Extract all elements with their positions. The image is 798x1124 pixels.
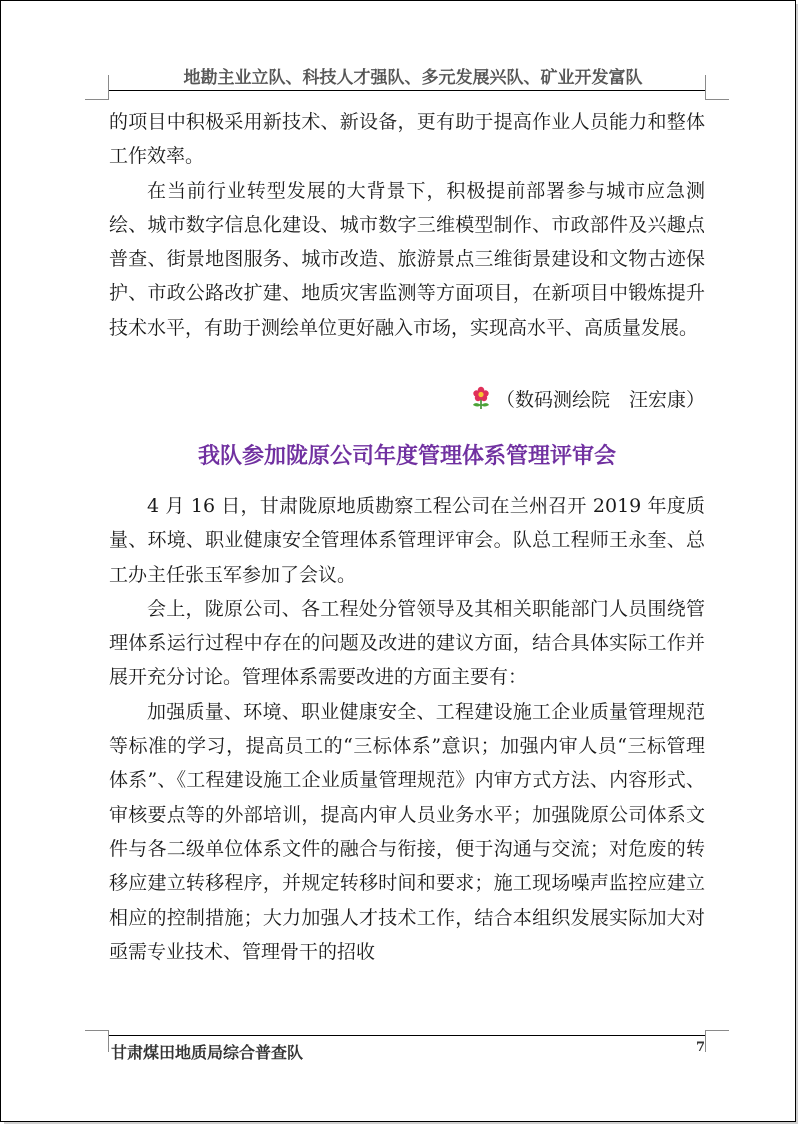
article1-body [109,105,705,345]
paragraph: 会上，陇原公司、各工程处分管领导及其相关职能部门人员围绕管理体系运行过程中存在的问题及改进的建议方面，结合具体实际工作并展开充分讨论。管理体系需要改进的方面主要有： [109,597,705,689]
crop-mark [705,1030,706,1052]
paragraph: 在当前行业转型发展的大背景下，积极提前部署参与城市应急测绘、城市数字信息化建设、城市数字三维模型制作、市政部件及兴趣点普查、街景地图服务、城市改造、旅游景点三维街景建设和文物古迹保护、市政公路改扩建、地质灾害监测等方面项目，在新项目中锻炼提升技术水平，有助于测绘单位更好融入市场，实现高水平、高质量发展。 [109,179,705,339]
byline-text: （数码测绘院 汪宏康） [495,388,705,411]
page-number: 7 [695,1040,705,1055]
running-header: 地勘主业立队、科技人才强队、多元发展兴队、矿业开发富队 [183,68,643,88]
paragraph: 加强质量、环境、职业健康安全、工程建设施工企业质量管理规范等标准的学习，提高员工的“三标体系”意识；加强内审人员“三标管理体系”、《工程建设施工企业质量管理规范》内审方式方法、内容形式、审核要点等的外部培训，提高内审人员业务水平；加强陇原公司体系文件与各二级单位体系文件的融合与衔接，便于沟通与交流；对危废的转移应建立转移程序，并规定转移时间和要求；施工现场噪声监控应建立相应的控制措施；大力加强人才技术工作，结合本组织发展实际加大对亟需专业技术、管理骨干的招收 [109,700,705,963]
crop-mark [108,1030,109,1052]
crop-mark [705,99,729,100]
crop-mark [705,1030,729,1031]
footer-rule [109,1035,705,1036]
paragraph: 4 月 16 日，甘肃陇原地质勘察工程公司在兰州召开 2019 年度质量、环境、职业健康安全管理体系管理评审会。队总工程师王永奎、总工办主任张玉军参加了会议。 [109,495,705,586]
paragraph: 的项目中积极采用新技术、新设备，更有助于提高作业人员能力和整体工作效率。 [109,111,705,168]
crop-mark [108,75,109,99]
article2-body [109,489,705,969]
footer-organization: 甘肃煤田地质局综合普查队 [111,1043,304,1062]
crop-mark [705,75,706,99]
crop-mark [85,99,109,100]
crop-mark [85,1030,109,1031]
article1-byline [451,383,705,413]
article-title: 我队参加陇原公司年度管理体系管理评审会 [197,443,616,469]
header-rule [109,90,705,91]
flower-icon [470,386,492,410]
